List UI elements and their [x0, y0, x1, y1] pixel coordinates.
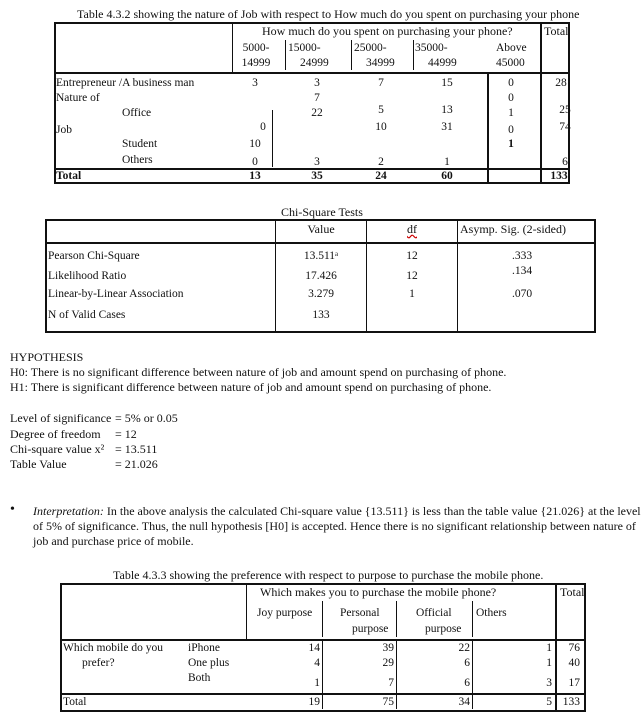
cell: 25 — [559, 104, 571, 116]
chi-sig: .070 — [512, 288, 533, 300]
stat-value: = 12 — [115, 427, 137, 441]
table1-divider — [54, 72, 570, 74]
chi-df: 12 — [406, 270, 418, 282]
cell: 0 — [508, 124, 514, 136]
t2-cell: 3 — [546, 677, 552, 689]
col-header: 14999 — [241, 57, 271, 69]
table1-total-header: Total — [544, 24, 569, 38]
cell-total: 133 — [550, 170, 568, 182]
stat-label: Chi-square value x² — [10, 442, 105, 456]
interpretation-line3: job and purchase price of mobile. — [33, 534, 194, 548]
hypothesis-h1: H1: There is significant difference between nature of job and amount spend on purchasing of phone. — [10, 380, 492, 394]
cell: 1 — [508, 138, 514, 150]
col-header: 15000- — [288, 42, 321, 54]
t2-cell-total: 75 — [382, 696, 394, 708]
row-label: Job — [56, 124, 72, 136]
cell: 7 — [378, 77, 384, 89]
cell: 28 — [555, 77, 567, 89]
chi-divider — [457, 219, 458, 333]
table2-divider — [60, 693, 586, 695]
col-header: 45000 — [496, 57, 525, 69]
hypothesis-h0: H0: There is no significant difference between nature of job and amount spend on purchasing of phone. — [10, 365, 507, 379]
cell: 0 — [508, 77, 514, 89]
table1-divider — [351, 40, 352, 70]
stat-label: Table Value — [10, 457, 67, 471]
t2-cell-total: 34 — [458, 696, 470, 708]
cell: 10 — [375, 121, 387, 133]
t2-cell: 14 — [308, 642, 320, 654]
table2-divider — [396, 601, 397, 637]
cell-total: 35 — [311, 170, 323, 182]
cell: 3 — [252, 77, 258, 89]
t2-cell-total: 5 — [546, 696, 552, 708]
table1-question: How much do you spent on purchasing your phone? — [262, 24, 513, 38]
col-header: 5000- — [242, 42, 270, 54]
cell: 7 — [314, 92, 320, 104]
table2-divider — [472, 641, 473, 709]
chi-value: 3.279 — [308, 288, 334, 300]
cell: 1 — [508, 107, 514, 119]
cell: 3 — [314, 156, 320, 168]
interpretation-line1 — [33, 504, 641, 519]
row-label: Office — [122, 107, 152, 119]
bullet-icon: • — [10, 502, 15, 517]
cell: 0 — [252, 156, 258, 168]
cell: 22 — [311, 107, 323, 119]
col-header: 24999 — [300, 57, 329, 69]
cell: 1 — [444, 156, 450, 168]
cell: 2 — [378, 156, 384, 168]
cell: 3 — [314, 77, 320, 89]
chi-row-label: Likelihood Ratio — [48, 270, 127, 282]
stat-value: = 21.026 — [115, 457, 158, 471]
table1-divider — [487, 74, 489, 182]
t2-row-group-label: Which mobile do you — [63, 642, 163, 654]
t2-col-header: Official — [416, 607, 452, 619]
hypothesis-heading: HYPOTHESIS — [10, 350, 84, 364]
table1-divider — [285, 40, 286, 70]
t2-col-header: Joy purpose — [257, 607, 313, 619]
stat-value: = 13.511 — [115, 442, 158, 456]
t2-cell: 29 — [382, 657, 394, 669]
stat-value: = 5% or 0.05 — [115, 411, 178, 425]
stat-label: Degree of freedom — [10, 427, 101, 441]
cell-total: 24 — [375, 170, 387, 182]
col-header: 25000- — [354, 42, 387, 54]
cell: 5 — [378, 104, 384, 116]
col-header: Above — [496, 42, 527, 54]
t2-cell: 76 — [568, 642, 580, 654]
t2-row-label: iPhone — [188, 642, 220, 654]
t2-col-header: purpose — [352, 623, 389, 635]
chi-divider — [45, 242, 596, 244]
cell: 6 — [562, 156, 568, 168]
chi-title: Chi-Square Tests — [281, 205, 363, 219]
chi-header: df — [407, 222, 417, 236]
t2-cell: 1 — [546, 642, 552, 654]
t2-cell: 6 — [464, 657, 470, 669]
table1-divider — [232, 22, 233, 72]
t2-cell: 1 — [314, 677, 320, 689]
t2-col-header: Others — [476, 607, 507, 619]
cell: 13 — [441, 104, 453, 116]
chi-header: Value — [307, 222, 335, 236]
t2-cell: 7 — [388, 677, 394, 689]
t2-cell: 4 — [314, 657, 320, 669]
table2-divider — [246, 583, 247, 639]
row-label: Nature of — [56, 92, 100, 104]
table2-question: Which makes you to purchase the mobile phone? — [260, 585, 497, 599]
t2-cell-total: 19 — [308, 696, 320, 708]
interpretation-text: In the above analysis the calculated Chi-square value {13.511} is less than the table value {21.026} at the level — [103, 504, 641, 518]
chi-row-label: N of Valid Cases — [48, 309, 126, 321]
table2-divider — [396, 641, 397, 709]
t2-row-label: One plus — [188, 657, 230, 669]
cell: 0 — [508, 92, 514, 104]
col-header: 35000- — [415, 42, 448, 54]
t2-cell: 6 — [464, 677, 470, 689]
table2-divider — [322, 641, 323, 709]
chi-df: 1 — [409, 288, 415, 300]
chi-row-label: Pearson Chi-Square — [48, 250, 140, 262]
table1-divider — [272, 110, 273, 167]
t2-cell: 1 — [546, 657, 552, 669]
chi-header: Asymp. Sig. (2-sided) — [460, 222, 566, 236]
t2-cell-total: 133 — [562, 696, 580, 708]
chi-sig: .333 — [512, 250, 533, 262]
chi-value: 17.426 — [305, 270, 337, 282]
table2-total-header: Total — [560, 585, 585, 599]
t2-col-header: purpose — [425, 623, 462, 635]
table2-divider — [60, 639, 586, 641]
chi-sig: .134 — [512, 265, 533, 277]
chi-value: 13.511ᵃ — [303, 250, 339, 262]
row-label: Entrepreneur /A business man — [56, 77, 195, 89]
interpretation-lead: Interpretation: — [33, 504, 104, 518]
cell: 15 — [441, 77, 453, 89]
t2-cell: 39 — [382, 642, 394, 654]
t2-cell: 40 — [568, 657, 580, 669]
table1-divider — [413, 40, 414, 70]
row-label-total: Total — [56, 170, 82, 182]
col-header: 34999 — [366, 57, 395, 69]
t2-row-label-total: Total — [63, 696, 87, 708]
table1-divider — [540, 22, 542, 184]
t2-cell: 22 — [458, 642, 470, 654]
chi-value: 133 — [312, 309, 330, 321]
cell-total: 13 — [249, 170, 261, 182]
cell: 31 — [441, 121, 453, 133]
t2-row-label: Both — [188, 672, 211, 684]
cell: 0 — [260, 121, 266, 133]
interpretation-line2: of 5% of significance. Thus, the null hypothesis [H0] is accepted. Hence there is no significant relationship between nature of — [33, 519, 636, 533]
t2-col-header: Personal — [340, 607, 380, 619]
table1-caption: Table 4.3.2 showing the nature of Job with respect to How much do you spent on purchasing your phone — [77, 7, 580, 21]
chi-row-label: Linear-by-Linear Association — [48, 288, 184, 300]
row-label: Others — [122, 154, 153, 166]
cell: 74 — [559, 121, 571, 133]
t2-cell: 17 — [568, 677, 580, 689]
table2-caption: Table 4.3.3 showing the preference with respect to purpose to purchase the mobile phone. — [113, 568, 544, 582]
t2-row-group-label: prefer? — [82, 657, 115, 669]
cell: 10 — [249, 138, 261, 150]
stat-label: Level of significance — [10, 411, 112, 425]
cell-total: 60 — [441, 170, 453, 182]
chi-df: 12 — [406, 250, 418, 262]
row-label: Student — [122, 138, 158, 150]
table2-divider — [472, 601, 473, 637]
col-header: 44999 — [428, 57, 457, 69]
table2-divider — [322, 601, 323, 637]
